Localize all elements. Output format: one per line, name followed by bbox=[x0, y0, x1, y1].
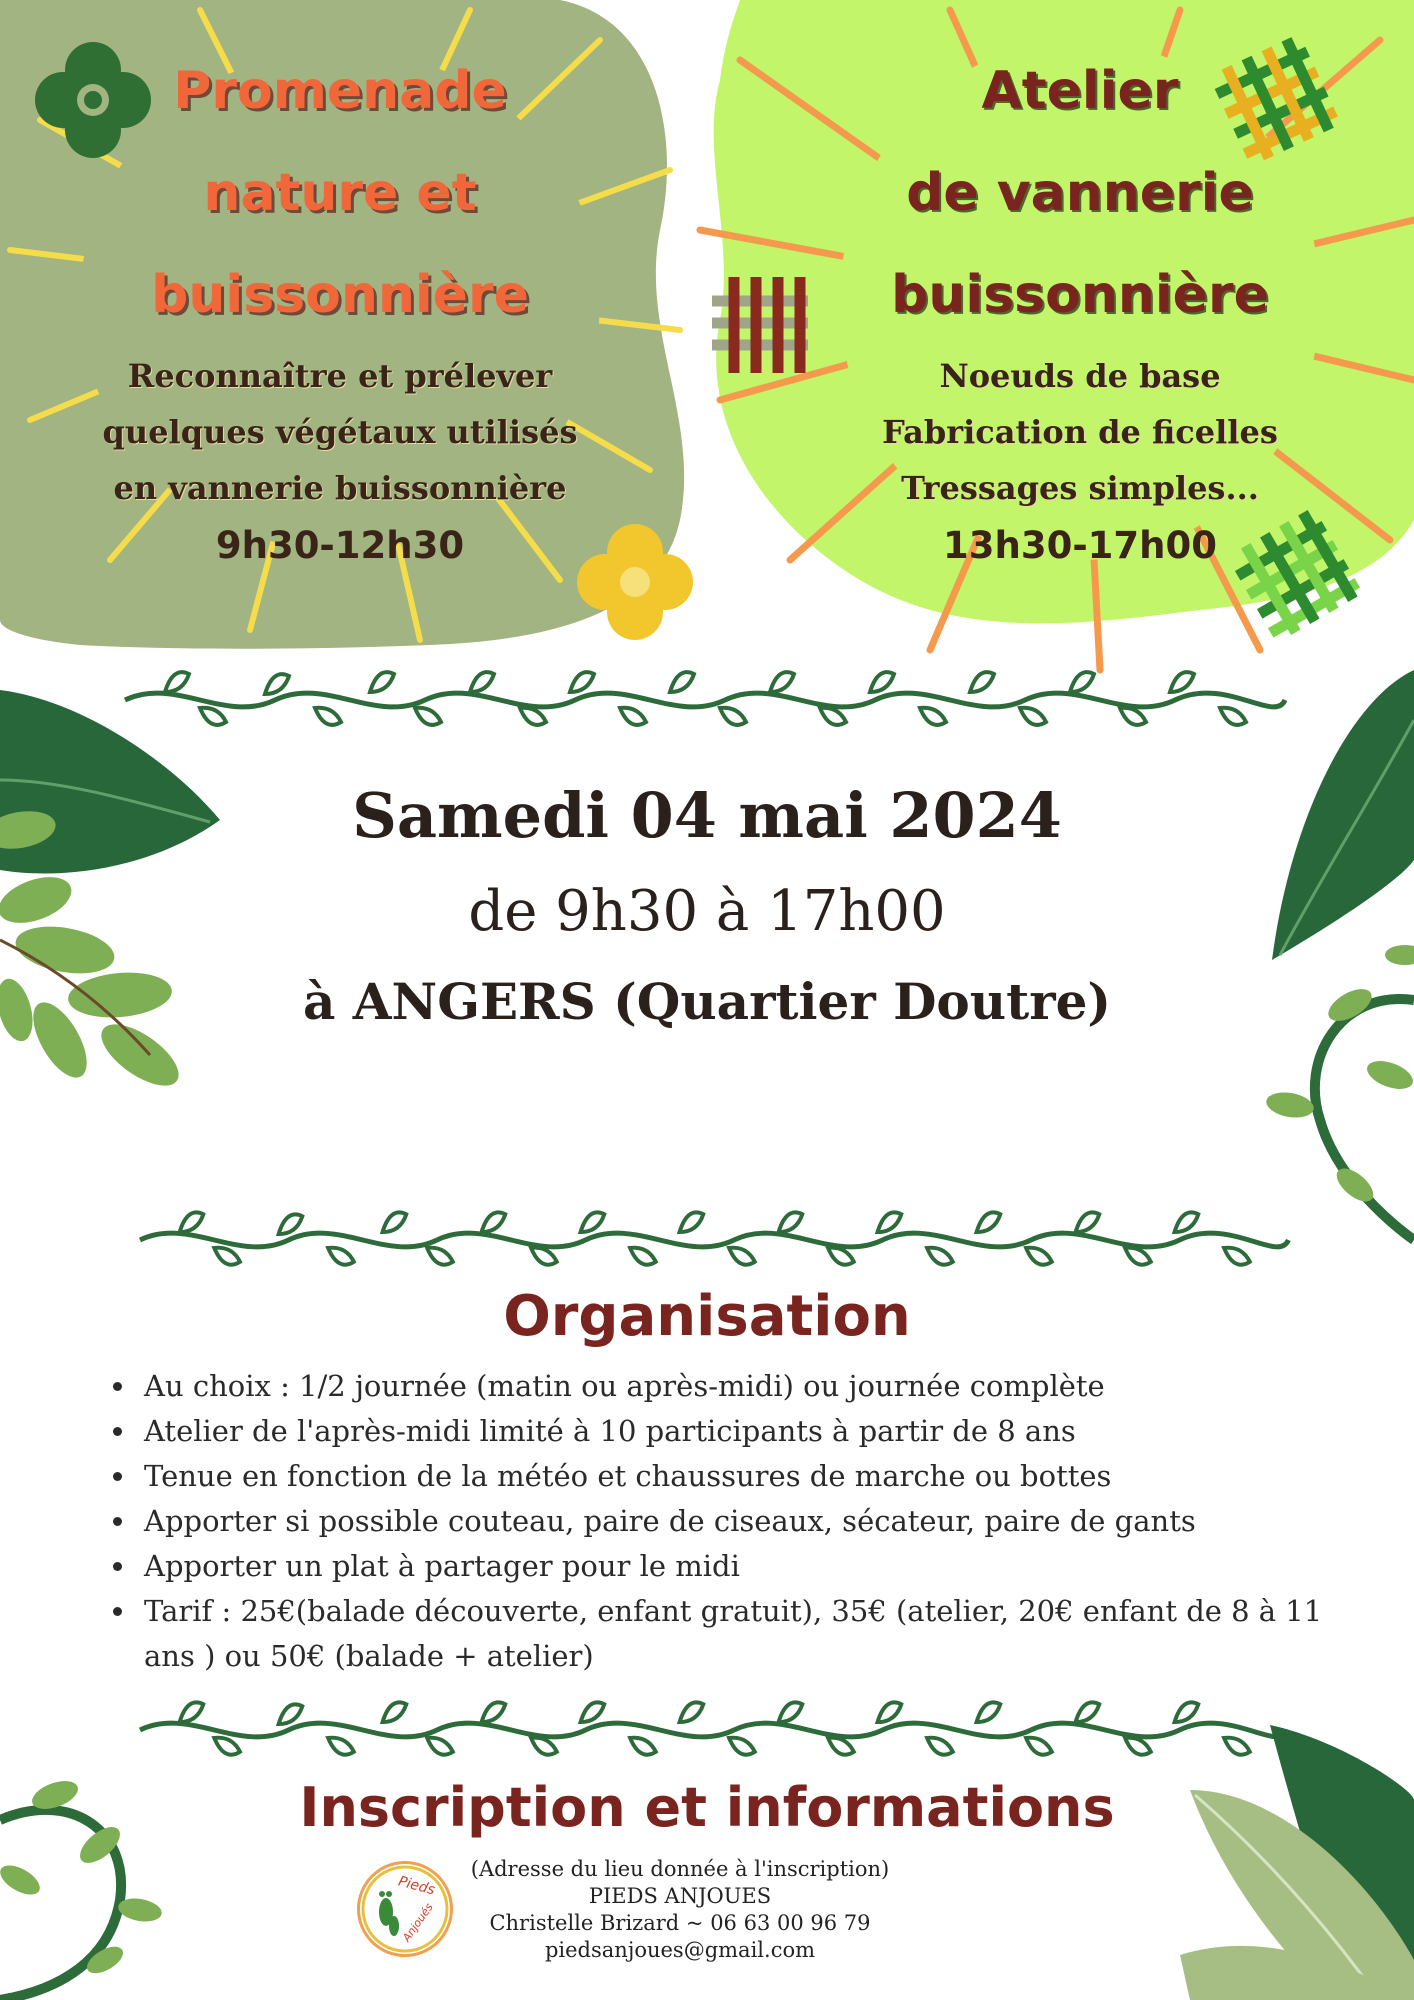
date-block bbox=[200, 770, 1214, 1042]
morning-event bbox=[60, 40, 620, 576]
vine-divider bbox=[140, 1702, 1288, 1754]
list-item: • Au choix : 1/2 journée (matin ou après-midi) ou journée complète bbox=[138, 1364, 1340, 1409]
title-line: buissonnière bbox=[151, 265, 529, 325]
organisation-list bbox=[110, 1364, 1340, 1679]
list-item: • Apporter un plat à partager pour le midi bbox=[138, 1544, 1340, 1589]
contact-phone: Christelle Brizard ~ 06 63 00 96 79 bbox=[489, 1911, 871, 1935]
morning-event-description bbox=[60, 348, 620, 516]
list-item: • Apporter si possible couteau, paire de ciseaux, sécateur, paire de gants bbox=[138, 1499, 1340, 1544]
organisation-heading: Organisation bbox=[503, 1284, 911, 1349]
description-line: Reconnaître et prélever bbox=[127, 357, 553, 395]
description-line: quelques végétaux utilisés bbox=[102, 413, 578, 451]
afternoon-event-description bbox=[800, 348, 1360, 516]
title-line: nature et bbox=[203, 163, 477, 223]
description-line: Tressages simples... bbox=[901, 469, 1259, 507]
leaf-icon bbox=[1272, 670, 1414, 960]
title-line: Atelier bbox=[981, 61, 1179, 121]
organization-name: PIEDS ANJOUES bbox=[588, 1884, 772, 1908]
description-line: en vannerie buissonnière bbox=[113, 469, 567, 507]
contact-block bbox=[380, 1856, 980, 1964]
afternoon-event-time: 13h30-17h00 bbox=[943, 524, 1217, 567]
afternoon-event-title bbox=[800, 40, 1360, 346]
event-hours: de 9h30 à 17h00 bbox=[468, 879, 946, 944]
title-line: Promenade bbox=[173, 61, 507, 121]
description-line: Noeuds de base bbox=[939, 357, 1221, 395]
event-date: Samedi 04 mai 2024 bbox=[352, 779, 1062, 852]
event-location: à ANGERS (Quartier Doutre) bbox=[302, 972, 1112, 1031]
logo-text-top: Pieds bbox=[396, 1873, 437, 1899]
morning-event-time: 9h30-12h30 bbox=[215, 524, 465, 567]
pieds-anjoues-logo bbox=[360, 1864, 450, 1954]
address-note: (Adresse du lieu donnée à l'inscription) bbox=[470, 1857, 890, 1881]
title-line: de vannerie bbox=[906, 163, 1254, 223]
vine-divider bbox=[140, 1212, 1288, 1264]
description-line: Fabrication de ficelles bbox=[882, 413, 1278, 451]
inscription-heading: Inscription et informations bbox=[299, 1776, 1115, 1839]
vine-curl bbox=[1315, 999, 1414, 1240]
logo-text-bottom: Anjoués bbox=[400, 1900, 436, 1945]
list-item: • Tarif : 25€(balade découverte, enfant gratuit), 35€ (atelier, 20€ enfant de 8 à 11 ans ) ou 50€ (balade + atelier) bbox=[138, 1589, 1340, 1679]
contact-email[interactable]: piedsanjoues@gmail.com bbox=[544, 1938, 816, 1962]
vine-divider bbox=[125, 672, 1285, 725]
list-item: • Atelier de l'après-midi limité à 10 participants à partir de 8 ans bbox=[138, 1409, 1340, 1454]
afternoon-event bbox=[800, 40, 1360, 576]
list-item: • Tenue en fonction de la météo et chaussures de marche ou bottes bbox=[138, 1454, 1340, 1499]
morning-event-title bbox=[60, 40, 620, 346]
leaf-icon bbox=[0, 1776, 164, 1979]
title-line: buissonnière bbox=[891, 265, 1269, 325]
